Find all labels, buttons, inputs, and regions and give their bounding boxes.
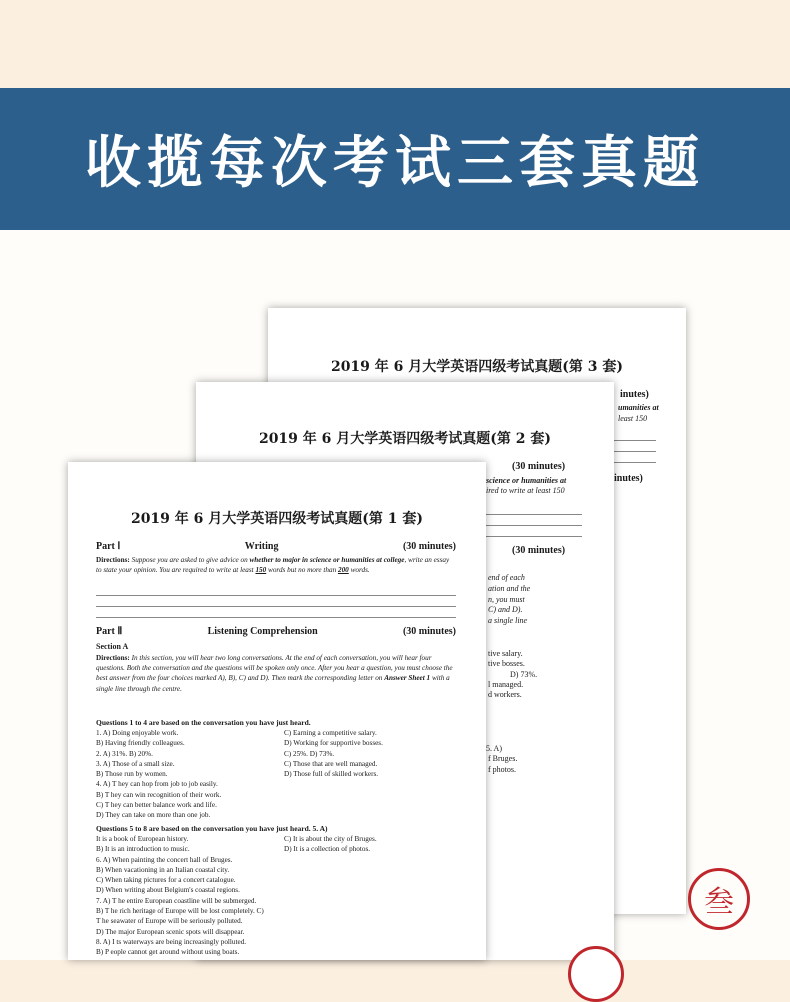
directions-label: Directions: [96, 556, 130, 564]
option-row [96, 749, 456, 759]
option-right: D) Working for supportive bosses. [284, 739, 383, 748]
sheet-2-fragment: C) and D). [488, 605, 523, 614]
part-1-number: Part Ⅰ [96, 541, 121, 552]
option-left: C) When taking pictures for a concert catalogue. [96, 876, 236, 885]
sheet-2-fragment: n, you must [488, 595, 525, 604]
sheet-2-fragment: tive bosses. [488, 659, 525, 668]
part-2-name: Listening Comprehension [207, 626, 318, 637]
option-right: C) It is about the city of Bruges. [284, 835, 377, 843]
directions-text: with a single line through the centre. [96, 674, 450, 693]
sheet-1-title: 2019 年 6 月大学英语四级考试真题(第 1 套) [130, 511, 424, 527]
banner-title: 收揽每次考试三套真题 [85, 130, 705, 196]
seal-char: 叁 [704, 885, 734, 920]
part-1-time: (30 minutes) [402, 541, 456, 552]
section-a-label: Section A [96, 642, 129, 651]
seal-stamp [688, 868, 750, 930]
option-left: D) They can take on more than one job. [96, 811, 211, 820]
option-row [96, 927, 456, 937]
part-2-directions [96, 653, 456, 694]
option-right: D) It is a collection of photos. [284, 845, 371, 854]
option-left: B) Those run by women. [96, 770, 168, 779]
option-right: C) Those that are well managed. [284, 759, 378, 768]
option-left: D) When writing about Belgium's coastal regions. [96, 886, 240, 895]
sheet-2-fragment: l managed. [488, 680, 524, 689]
option-right: C) Earning a competitive salary. [284, 729, 377, 737]
writing-line [96, 617, 456, 618]
directions-text: words. [348, 566, 370, 575]
seal-stamp-partial [568, 946, 624, 1002]
sheet-2-fragment: (30 minutes) [512, 545, 566, 556]
option-left: 7. A) T he entire European coastline will be submerged. [96, 896, 257, 905]
option-left: B) T hey can win recognition of their work. [96, 790, 222, 799]
option-row [96, 875, 456, 885]
sheet-3-rule [614, 451, 656, 452]
directions-topic: whether to major in science or humanities at college [249, 556, 405, 564]
option-row [96, 844, 456, 854]
sheet-2-fragment: end of each [488, 573, 525, 582]
option-row [96, 855, 456, 865]
part-2-header [96, 626, 456, 637]
sheet-2-fragment: ation and the [488, 584, 531, 593]
option-left: B) Having friendly colleagues. [96, 739, 185, 748]
title-banner [0, 88, 790, 230]
option-row [96, 947, 456, 957]
option-row [96, 779, 456, 789]
sheet-2-fragment: science or humanities at [486, 476, 567, 485]
questions-1-4-heading: Questions 1 to 4 are based on the conversation you have just heard. [96, 718, 311, 727]
questions-5-8-options [96, 834, 456, 958]
sheet-3-fragment: inutes) [620, 389, 649, 400]
part-2-number: Part Ⅱ [96, 626, 123, 637]
sheet-2-rule [486, 525, 582, 526]
sheet-2-fragment: f Bruges. [488, 754, 518, 763]
sheet-2-fragment: tive salary. [488, 649, 523, 658]
option-row [96, 916, 456, 926]
directions-text: In this section, you will hear two long conversations. At the end of each conversation, you will hear four questions. Both the conversation and the questions will be spoken only once. After you hear a question, you must choose the best answer from the four choices marked A), B), C) and D). Then mark the corresponding letter on [96, 654, 453, 683]
sheet-3-title: 2019 年 6 月大学英语四级考试真题(第 3 套) [330, 359, 624, 375]
option-row [96, 896, 456, 906]
option-left: B) It is an introduction to music. [96, 845, 190, 854]
option-left: C) T hey can better balance work and life. [96, 801, 217, 810]
option-row [96, 865, 456, 875]
part-1-name: Writing [244, 541, 279, 552]
sheet-2-fragment: 5. A) [486, 744, 502, 753]
option-left: It is a book of European history. [96, 835, 189, 843]
questions-5-8-heading: Questions 5 to 8 are based on the conversation you have just heard. 5. A) [96, 824, 328, 833]
option-left: 4. A) T hey can hop from job to job easily. [96, 780, 218, 789]
part-1-header [96, 541, 456, 552]
sheet-2-fragment: ired to write at least 150 [486, 486, 565, 495]
option-left: 8. A) I ts waterways are being increasingly polluted. [96, 937, 247, 946]
option-left: 2. A) 31%. B) 20%. [96, 749, 153, 758]
directions-label: Directions: [96, 654, 130, 662]
directions-text: words but no more than [266, 566, 338, 575]
sheet-3-rule [614, 462, 656, 463]
option-row [96, 834, 456, 844]
option-row [96, 906, 456, 916]
option-row [96, 800, 456, 810]
word-max: 200 [337, 566, 349, 575]
option-row [96, 810, 456, 820]
word-min: 150 [255, 566, 267, 575]
sheet-2-fragment: d workers. [488, 690, 522, 699]
exam-sheet-1 [68, 462, 486, 960]
sheet-2-fragment: f photos. [488, 765, 516, 774]
directions-text: Suppose you are asked to give advice on [131, 556, 250, 564]
part-2-time: (30 minutes) [402, 626, 456, 637]
option-left: 1. A) Doing enjoyable work. [96, 729, 179, 737]
option-left: B) When vacationing in an Italian coastal city. [96, 865, 230, 874]
option-row [96, 738, 456, 748]
sheet-2-fragment: (30 minutes) [512, 461, 566, 472]
sheet-2-rule [486, 514, 582, 515]
answer-sheet-ref: Answer Sheet 1 [384, 674, 431, 683]
directions-text: , write an essay to state your opinion. You are required to write at least [96, 556, 450, 575]
sheet-3-fragment: umanities at [618, 403, 659, 412]
writing-line [96, 606, 456, 607]
option-row [96, 769, 456, 779]
option-row [96, 937, 456, 947]
sheet-3-fragment: least 150 [618, 414, 648, 423]
option-row [96, 790, 456, 800]
sheet-2-fragment: a single line [488, 616, 528, 625]
sheet-2-title: 2019 年 6 月大学英语四级考试真题(第 2 套) [258, 431, 552, 447]
sheet-3-rule [614, 440, 656, 441]
top-strip [0, 0, 790, 88]
option-left: 3. A) Those of a small size. [96, 759, 175, 768]
option-left: 6. A) When painting the concert hall of Bruges. [96, 855, 233, 864]
option-row [96, 885, 456, 895]
sheet-3-fragment: inutes) [614, 473, 643, 484]
writing-line [96, 595, 456, 596]
option-left: T he seawater of Europe will be seriously polluted. [96, 917, 243, 926]
part-1-directions [96, 555, 456, 575]
questions-1-4-options [96, 728, 456, 821]
option-row [96, 759, 456, 769]
sheet-2-rule [486, 536, 582, 537]
sheet-2-fragment: D) 73%. [510, 670, 538, 679]
option-left: D) The major European scenic spots will disappear. [96, 927, 245, 936]
option-row [96, 728, 456, 738]
option-right: C) 25%. D) 73%. [284, 749, 335, 758]
option-left: B) P eople cannot get around without using boats. [96, 948, 240, 957]
option-right: D) Those full of skilled workers. [284, 770, 379, 779]
option-left: B) T he rich heritage of Europe will be lost completely. C) [96, 907, 264, 916]
